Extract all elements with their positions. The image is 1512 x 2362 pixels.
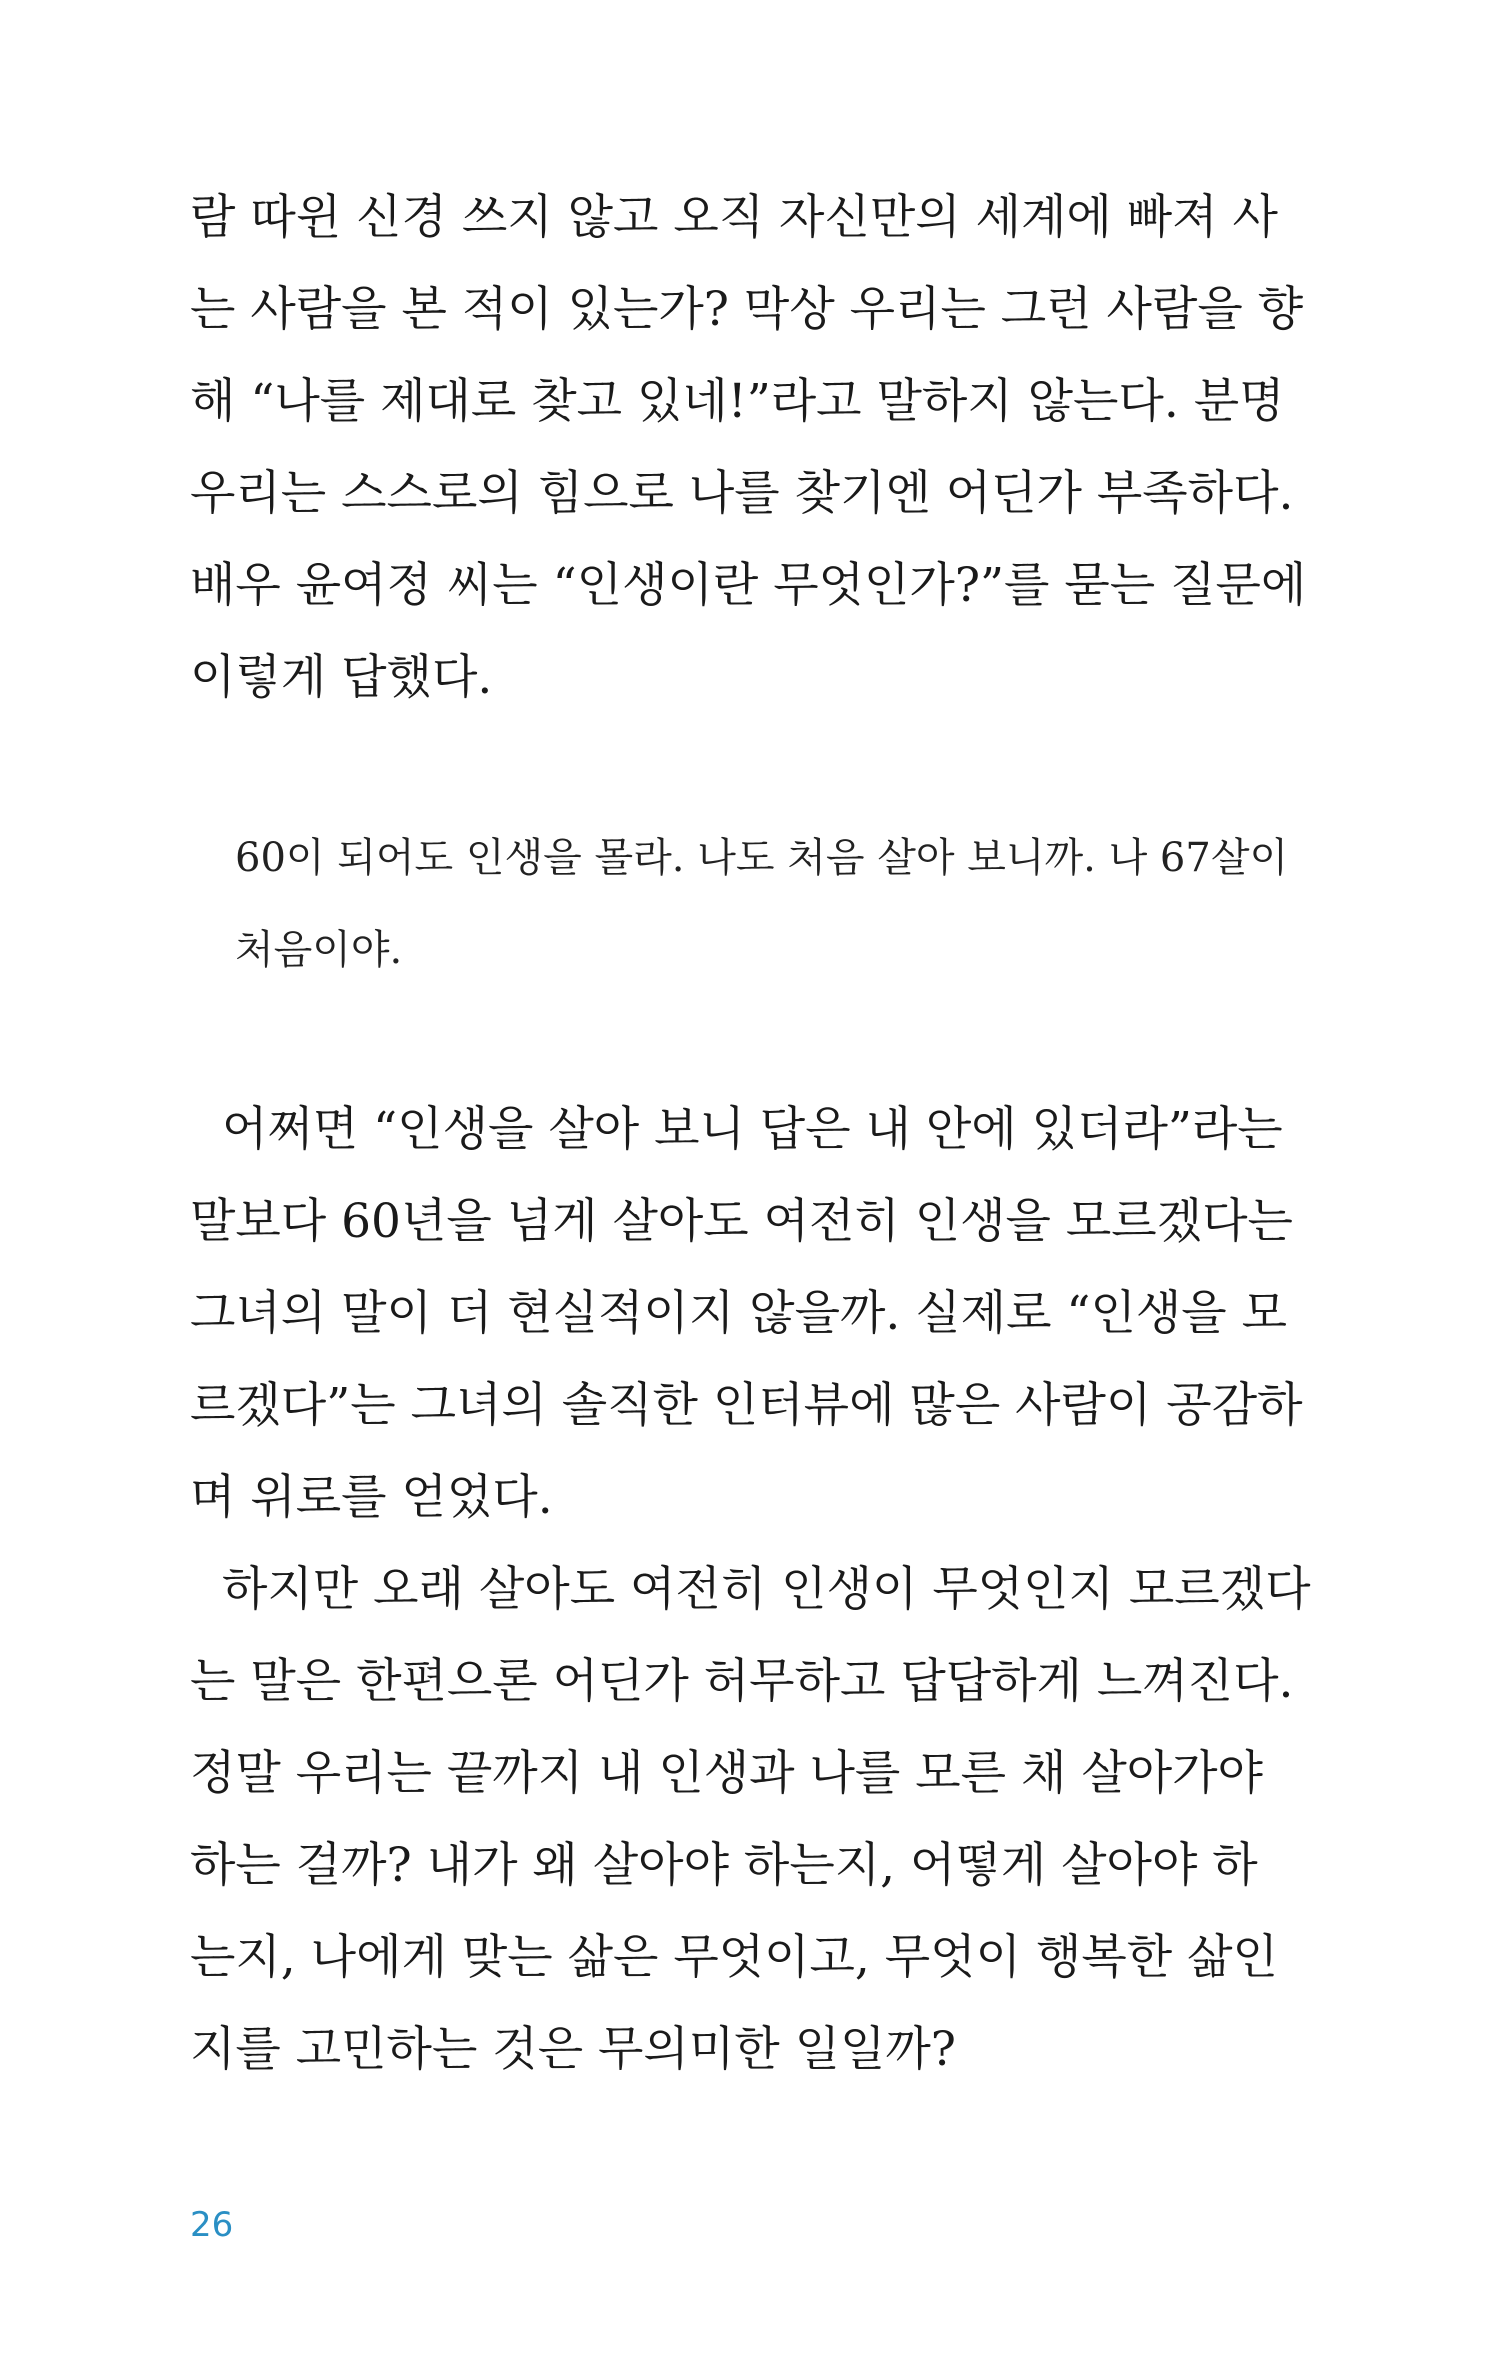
page-number: 26: [190, 2205, 234, 2245]
text-line: 이렇게 답했다.: [190, 650, 493, 705]
quote-line: 처음이야.: [235, 927, 403, 973]
text-line: 말보다 60년을 넘게 살아도 여전히 인생을 모르겠다는: [190, 1194, 1293, 1249]
text-line: 우리는 스스로의 힘으로 나를 찾기엔 어딘가 부족하다.: [190, 466, 1294, 521]
text-line: 배우 윤여정 씨는 “인생이란 무엇인가?”를 묻는 질문에: [190, 558, 1307, 613]
text-line: 하는 걸까? 내가 왜 살아야 하는지, 어떻게 살아야 하: [190, 1838, 1258, 1893]
text-line: 그녀의 말이 더 현실적이지 않을까. 실제로 “인생을 모: [190, 1286, 1287, 1341]
text-line: 며 위로를 얻었다.: [190, 1470, 553, 1525]
text-line: 정말 우리는 끝까지 내 인생과 나를 모른 채 살아가야: [190, 1746, 1263, 1801]
text-line: 해 “나를 제대로 찾고 있네!”라고 말하지 않는다. 분명: [190, 374, 1285, 429]
text-line: 는 사람을 본 적이 있는가? 막상 우리는 그런 사람을 향: [190, 282, 1304, 337]
text-line: 지를 고민하는 것은 무의미한 일일까?: [190, 2022, 956, 2077]
text-line: 는 말은 한편으론 어딘가 허무하고 답답하게 느껴진다.: [190, 1654, 1294, 1709]
text-line: 하지만 오래 살아도 여전히 인생이 무엇인지 모르겠다: [222, 1562, 1311, 1617]
text-line: 르겠다”는 그녀의 솔직한 인터뷰에 많은 사람이 공감하: [190, 1378, 1303, 1433]
text-line: 는지, 나에게 맞는 삶은 무엇이고, 무엇이 행복한 삶인: [190, 1930, 1278, 1985]
quote-line: 60이 되어도 인생을 몰라. 나도 처음 살아 보니까. 나 67살이: [235, 835, 1289, 881]
text-line: 람 따윈 신경 쓰지 않고 오직 자신만의 세계에 빠져 사: [190, 190, 1278, 245]
text-line: 어쩌면 “인생을 살아 보니 답은 내 안에 있더라”라는: [222, 1102, 1283, 1157]
